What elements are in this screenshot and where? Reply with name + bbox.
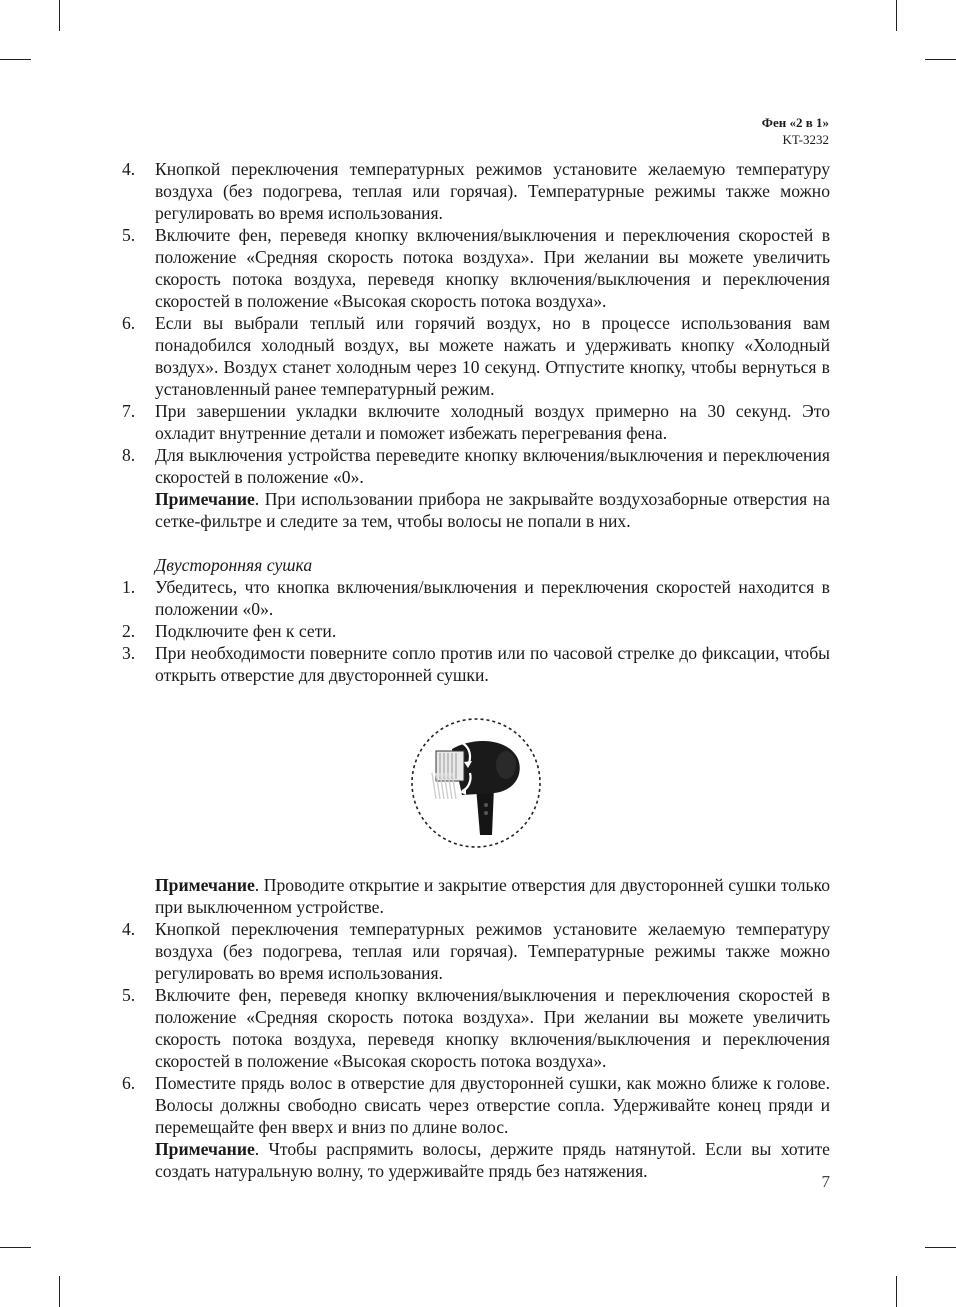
list-item [122, 918, 830, 984]
list-item [122, 444, 830, 488]
product-name: Фен «2 в 1» [761, 115, 829, 130]
crop-mark [0, 1247, 31, 1248]
note-text: . Проводите открытие и закрытие отверстия для двусторонней сушки только при выключенном устройстве. [155, 875, 830, 917]
crop-mark [59, 0, 60, 31]
list-text: При завершении укладки включите холодный воздух примерно на 30 секунд. Это охладит внутренние детали и поможет избежать перегревания фена. [155, 401, 830, 443]
crop-mark [59, 1276, 60, 1307]
note [155, 488, 830, 532]
page-header [762, 114, 829, 148]
list-text: Включите фен, переведя кнопку включения/выключения и переключения скоростей в положение «Средняя скорость потока воздуха». При желании вы можете увеличить скорость потока воздуха, переведя кнопку включения/выключения и переключения скоростей в положение «Высокая скорость потока воздуха». [155, 225, 830, 311]
note-text: . Чтобы распрямить волосы, держите прядь натянутой. Если вы хотите создать натуральную волну, то удерживайте прядь без натяжения. [155, 1139, 830, 1181]
list-text: Подключите фен к сети. [155, 621, 337, 641]
list-text: Если вы выбрали теплый или горячий воздух, но в процессе использования вам понадобился холодный воздух, вы можете нажать и удерживать кнопку «Холодный воздух». Воздух станет холодным через 10 секунд. Отпустите кнопку, чтобы вернуться в установленный ранее температурный режим. [155, 313, 830, 399]
crop-mark [925, 1247, 956, 1248]
crop-mark [925, 59, 956, 60]
note [155, 1138, 830, 1182]
crop-mark [0, 59, 31, 60]
crop-mark [896, 1276, 897, 1307]
list-number: 1. [122, 577, 136, 597]
list-item [122, 1072, 830, 1138]
list-text: Кнопкой переключения температурных режимов установите желаемую температуру воздуха (без подогрева, теплая или горячая). Температурные режимы также можно регулировать во время использования. [155, 919, 830, 983]
list-text: Для выключения устройства переведите кнопку включения/выключения и переключения скоростей в положение «0». [155, 445, 830, 487]
list-number: 6. [122, 313, 136, 333]
list-item [122, 984, 830, 1072]
model-number: KT-3232 [782, 132, 829, 147]
list-text: При необходимости поверните сопло против или по часовой стрелке до фиксации, чтобы открыть отверстие для двусторонней сушки. [155, 643, 830, 685]
list-number: 3. [122, 643, 136, 663]
list-number: 2. [122, 621, 136, 641]
note-label: Примечание [155, 1139, 255, 1159]
crop-mark [896, 0, 897, 31]
page-number: 7 [821, 1172, 830, 1191]
list-text: Включите фен, переведя кнопку включения/выключения и переключения скоростей в положение «Средняя скорость потока воздуха». При желании вы можете увеличить скорость потока воздуха, переведя кнопку включения/выключения и переключения скоростей в положение «Высокая скорость потока воздуха». [155, 985, 830, 1071]
list-item [122, 224, 830, 312]
list-item [122, 158, 830, 224]
hair-dryer-figure [122, 698, 830, 868]
list-item [122, 642, 830, 686]
page-content [122, 158, 830, 1182]
section-title: Двусторонняя сушка [155, 555, 313, 575]
list-text: Кнопкой переключения температурных режимов установите желаемую температуру воздуха (без подогрева, теплая или горячая). Температурные режимы также можно регулировать во время использования. [155, 159, 830, 223]
list-text: Поместите прядь волос в отверстие для двусторонней сушки, как можно ближе к голове. Волосы должны свободно свисать через отверстие сопла. Удерживайте конец пряди и перемещайте фен вверх и вниз по длине волос. [155, 1073, 830, 1137]
note-label: Примечание [155, 489, 255, 509]
list-number: 7. [122, 401, 136, 421]
list-text: Убедитесь, что кнопка включения/выключения и переключения скоростей находится в положении «0». [155, 577, 830, 619]
list-item [122, 620, 830, 642]
list-number: 5. [122, 225, 136, 245]
list-number: 6. [122, 1073, 136, 1093]
list-number: 5. [122, 985, 136, 1005]
list-number: 8. [122, 445, 136, 465]
note [155, 874, 830, 918]
list-number: 4. [122, 159, 136, 179]
list-number: 4. [122, 919, 136, 939]
note-label: Примечание [155, 875, 255, 895]
note-text: . При использовании прибора не закрывайте воздухозаборные отверстия на сетке-фильтре и следите за тем, чтобы волосы не попали в них. [155, 489, 830, 531]
list-item [122, 576, 830, 620]
hair-dryer-illustration [406, 713, 546, 853]
list-item [122, 312, 830, 400]
list-item [122, 400, 830, 444]
